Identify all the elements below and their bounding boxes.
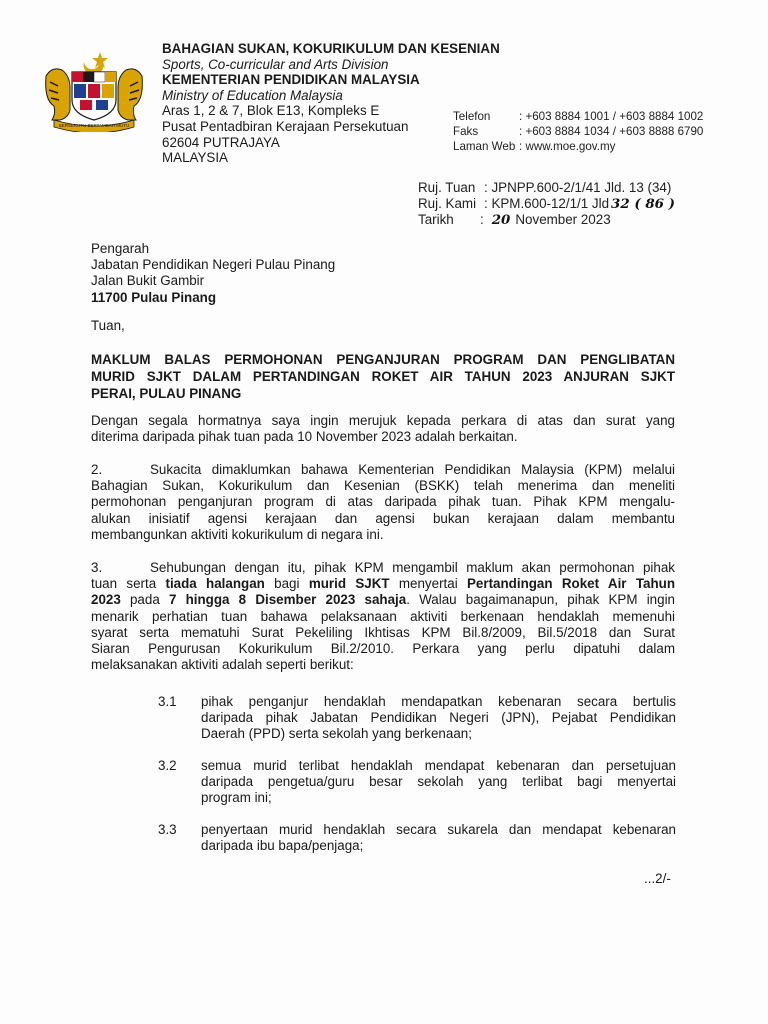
list-item (158, 694, 676, 743)
contact-value: : +603 8884 1001 / +603 8884 1002 (519, 110, 704, 123)
item-line: daripada pihak Jabatan Pendidikan Negeri (JPN), Pejabat Pendidikan (201, 710, 676, 726)
recipient-line: Pengarah (91, 241, 150, 256)
page-continuation: ...2/- (644, 871, 671, 886)
contact-value: : www.moe.gov.my (519, 140, 616, 153)
item-number: 3.1 (158, 694, 177, 709)
subject-line: MAKLUM BALAS PERMOHONAN PENGANJURAN PROGRAM DAN PENGLIBATAN (91, 352, 675, 367)
address-line: 62604 PUTRAJAYA (162, 134, 280, 150)
recipient-line: Jabatan Pendidikan Negeri Pulau Pinang (91, 257, 336, 273)
ministry-name-en: Ministry of Education Malaysia (162, 87, 343, 103)
contact-label: Telefon (453, 110, 491, 123)
date-label: Tarikh (418, 212, 454, 227)
item-line: pihak penganjur hendaklah mendapatkan kebenaran secara bertulis (201, 694, 676, 709)
contact-label: Laman Web (453, 140, 516, 153)
paragraph-line: Sehubungan dengan itu, pihak KPM mengambil maklum akan permohonan pihak (150, 560, 675, 575)
paragraph-3 (91, 560, 675, 673)
date-sep: : (480, 212, 484, 227)
contact-label: Faks (453, 125, 479, 138)
contact-info (453, 109, 703, 154)
contact-website (453, 139, 703, 154)
emphasis-text: Pertandingan Roket Air Tahun (467, 576, 675, 592)
ref-label: Ruj. Kami (418, 196, 477, 211)
paragraph-line: Dengan segala hormatnya saya ingin merujuk kepada perkara di atas dan surat yang (91, 413, 675, 428)
paragraph-line: alukan inisiatif agensi kerajaan dan agensi bukan kerajaan dalam membantu (91, 510, 675, 526)
item-number: 3.2 (158, 758, 177, 773)
contact-value: : +603 8884 1034 / +603 8888 6790 (519, 125, 704, 138)
item-line: Daerah (PPD) serta sekolah yang berkenaan; (201, 726, 472, 742)
paragraph-line: melaksanakan aktiviti adalah seperti berikut: (91, 657, 354, 673)
date-month-year: November 2023 (515, 212, 611, 227)
paragraph-2 (91, 462, 675, 543)
ref-value: : KPM.600-12/1/1 Jld (484, 196, 610, 211)
emphasis-text: 2023 (91, 592, 121, 608)
handwritten-date-day: 20 (491, 212, 511, 228)
contact-phone (453, 109, 703, 124)
item-line: daripada ibu bapa/penjaga; (201, 838, 364, 854)
handwritten-ref-number: 32 ( 86 ) (611, 196, 675, 212)
address-line: Pusat Pentadbiran Kerajaan Persekutuan (162, 118, 409, 134)
coat-of-arms-icon (40, 48, 148, 132)
ref-label: Ruj. Tuan (418, 180, 476, 195)
paragraph-line: Siaran Pengurusan Kokurikulum Bil.2/2010. Perkara yang perlu dipatuhi dalam (91, 641, 675, 657)
reference-block (418, 180, 675, 228)
contact-fax (453, 124, 703, 139)
paragraph-line: membangunkan aktiviti kokurikulum di negara ini. (91, 526, 384, 542)
paragraph-number: 2. (91, 462, 103, 477)
recipient-address (91, 241, 335, 306)
salutation: Tuan, (91, 318, 125, 333)
paragraph-line: diterima daripada pihak tuan pada 10 November 2023 adalah berkaitan. (91, 429, 518, 445)
paragraph-line: 2023 pada 7 hingga 8 Disember 2023 sahaja. Walau bagaimanapun, pihak KPM ingin (91, 592, 675, 608)
item-line: penyertaan murid hendaklah secara sukarela dan mendapat kebenaran (201, 822, 676, 837)
crest-motto: BERSEKUTU BERTAMBAH MUTU (58, 123, 130, 128)
ref-kami (418, 196, 675, 212)
recipient-postcode: 11700 Pulau Pinang (91, 289, 217, 305)
ref-date (418, 212, 675, 228)
emphasis-text: tiada halangan (165, 576, 265, 592)
item-line: semua murid terlibat hendaklah mendapat kebenaran dan persetujuan (201, 758, 676, 773)
paragraph-line: syarat serta mematuhi Surat Pekeliling Ikhtisas KPM Bil.8/2009, Bil.5/2018 dan Surat (91, 624, 675, 640)
ministry-name-ms: KEMENTERIAN PENDIDIKAN MALAYSIA (162, 72, 420, 88)
subject-line: PERAI, PULAU PINANG (91, 385, 242, 401)
item-line: program ini; (201, 790, 272, 806)
item-line: daripada pengetua/guru besar sekolah yang terlibat bagi menyertai (201, 774, 676, 790)
item-number: 3.3 (158, 822, 177, 837)
address-line: Aras 1, 2 & 7, Blok E13, Kompleks E (162, 103, 380, 119)
ref-tuan (418, 180, 675, 196)
paragraph-line: Bahagian Sukan, Kokurikulum dan Kesenian (BSKK) telah menerima dan meneliti (91, 478, 675, 494)
division-name-ms: BAHAGIAN SUKAN, KOKURIKULUM DAN KESENIAN (162, 41, 500, 56)
paragraph-number: 3. (91, 560, 103, 575)
recipient-line: Jalan Bukit Gambir (91, 273, 205, 289)
emphasis-text: 7 hingga 8 Disember 2023 sahaja (168, 592, 407, 608)
division-name-en: Sports, Co-curricular and Arts Division (162, 56, 389, 72)
paragraph-1 (91, 413, 675, 445)
list-item (158, 822, 676, 854)
paragraph-line: permohonan penganjuran program di atas daripada pihak tuan. Pihak KPM mengalu- (91, 494, 675, 510)
ref-value: : JPNPP.600-2/1/41 Jld. 13 (34) (484, 180, 672, 195)
letter-subject (91, 352, 675, 402)
emphasis-text: murid SJKT (308, 576, 390, 592)
subject-line: MURID SJKT DALAM PERTANDINGAN ROKET AIR TAHUN 2023 ANJURAN SJKT (91, 368, 675, 384)
paragraph-line: Sukacita dimaklumkan bahawa Kementerian Pendidikan Malaysia (KPM) melalui (150, 462, 675, 477)
letterhead (162, 41, 500, 166)
address-line: MALAYSIA (162, 150, 228, 166)
paragraph-line: tuan serta tiada halangan bagi murid SJKT menyertai Pertandingan Roket Air Tahun (91, 576, 675, 592)
list-item (158, 758, 676, 807)
paragraph-line: menarik perhatian tuan bahawa pelaksanaan aktiviti berkenaan hendaklah memenuhi (91, 608, 675, 624)
